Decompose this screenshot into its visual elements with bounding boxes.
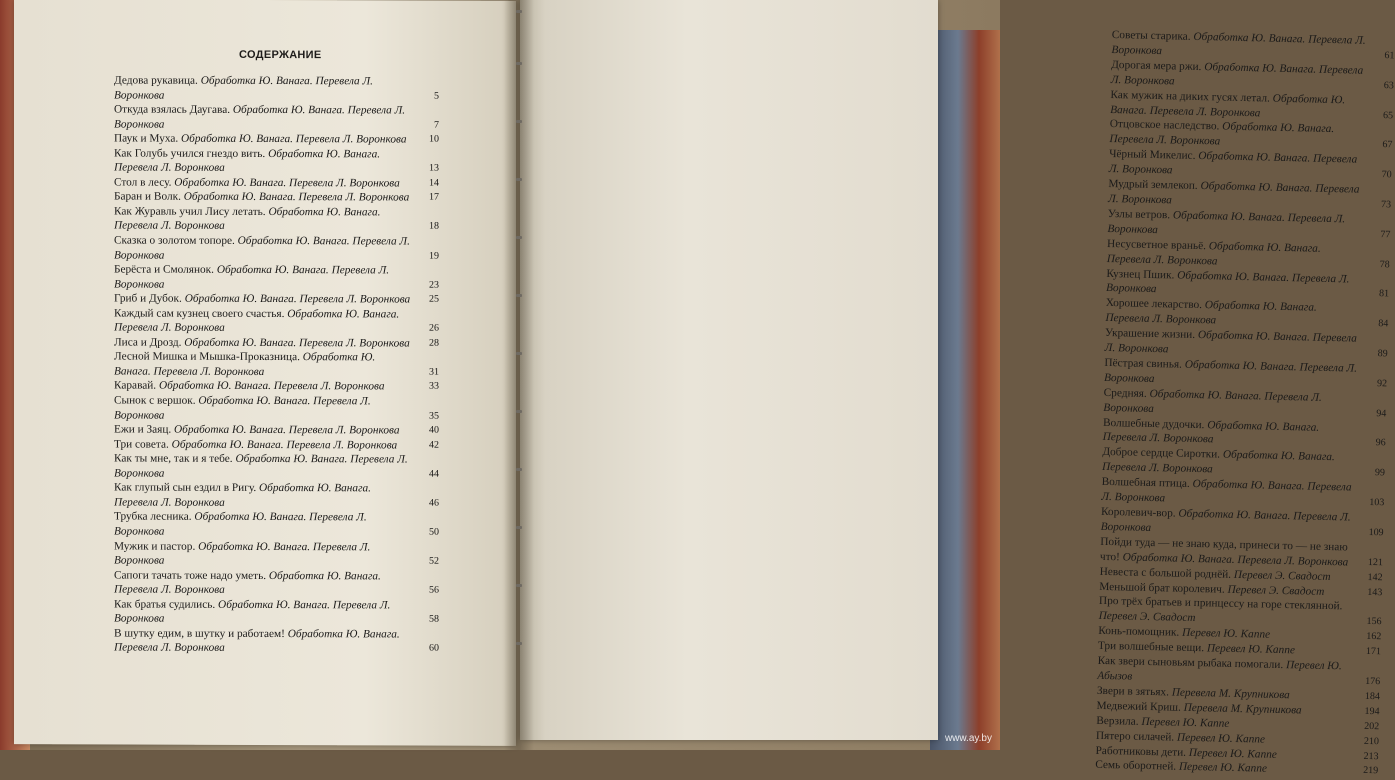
toc-entry-title: Хорошее лекарство. xyxy=(1105,297,1205,312)
book-gutter xyxy=(504,0,534,750)
toc-entry-title: Работниковы дети. xyxy=(1095,744,1190,759)
toc-entry xyxy=(114,452,439,482)
toc-entry-credit: Обработка Ю. Ванага. Перевела Л. Воронкова xyxy=(114,147,381,175)
toc-entry-page-number: 78 xyxy=(1379,258,1390,270)
toc-entry-credit: Перевел Ю. Каппе xyxy=(1206,642,1296,657)
toc-entry-title: Чёрный Микелис. xyxy=(1108,148,1199,163)
toc-entry-page-number: 81 xyxy=(1378,288,1390,300)
toc-entry-page-number: 10 xyxy=(429,133,439,145)
toc-entry xyxy=(114,481,439,511)
toc-entry-title: В шутку едим, в шутку и работаем! xyxy=(114,627,288,640)
toc-entry-title: Украшение жизни. xyxy=(1104,327,1199,342)
toc-entry-page-number: 176 xyxy=(1365,675,1381,688)
toc-entry-title: Сынок с вершок. xyxy=(114,394,199,407)
toc-entry-title: Дорогая мера ржи. xyxy=(1111,58,1205,73)
toc-entry-credit: Перевел Э. Свадост xyxy=(1233,568,1331,583)
toc-entry-page-number: 67 xyxy=(1382,139,1393,151)
binding-stitch xyxy=(516,410,522,413)
toc-entry-page-number: 194 xyxy=(1364,705,1380,718)
toc-entry-page-number: 143 xyxy=(1367,586,1383,598)
toc-list-left xyxy=(114,73,439,656)
toc-entry-title: Волшебная птица. xyxy=(1101,476,1193,491)
left-page xyxy=(14,0,516,746)
toc-entry-credit: Обработка Ю. Ванага. Перевела Л. Воронкова xyxy=(114,453,408,480)
toc-entry-page-number: 213 xyxy=(1363,750,1379,762)
toc-entry-credit: Перевел Ю. Каппе xyxy=(1178,761,1268,776)
toc-entry-credit: Перевела М. Крупникова xyxy=(1183,701,1302,717)
toc-entry-page-number: 84 xyxy=(1378,318,1389,330)
toc-entry-title: Баран и Волк. xyxy=(114,190,184,204)
toc-entry-title: Отцовское наследство. xyxy=(1109,118,1223,133)
watermark: www.ay.by xyxy=(944,733,992,744)
toc-entry-page-number: 28 xyxy=(429,337,439,349)
toc-entry xyxy=(114,306,439,336)
toc-entry-credit: Обработка Ю. Ванага. Перевела Л. Воронкова xyxy=(1105,299,1317,327)
toc-entry-title: Семь оборотней. xyxy=(1095,759,1180,774)
toc-entry xyxy=(114,423,439,439)
toc-entry-credit: Перевела М. Крупникова xyxy=(1171,686,1290,702)
toc-entry-title: Средняя. xyxy=(1103,386,1150,400)
toc-entry-credit: Обработка Ю. Ванага. Перевела Л. Воронкова xyxy=(174,423,400,437)
toc-entry-credit: Обработка Ю. Ванага. Перевела Л. Воронкова xyxy=(1109,120,1335,148)
toc-entry-credit: Перевел Ю. Каппе xyxy=(1176,731,1266,746)
toc-entry-title: Советы старика. xyxy=(1111,28,1194,43)
toc-entry-credit: Обработка Ю. Ванага. Перевела Л. Воронкова xyxy=(1105,269,1350,296)
binding-stitch xyxy=(516,352,522,355)
toc-entry-credit: Перевел Ю. Абызов xyxy=(1097,659,1342,683)
toc-entry-credit: Обработка Ю. Ванага. Перевела Л. Воронкова xyxy=(114,205,381,233)
toc-entry-page-number: 202 xyxy=(1364,720,1380,732)
toc-entry-credit: Перевел Ю. Каппе xyxy=(1181,626,1271,641)
toc-entry-credit: Обработка Ю. Ванага. Перевела Л. Воронкова xyxy=(174,176,400,190)
toc-entry-credit: Обработка Ю. Ванага. Перевела Л. Воронкова xyxy=(114,482,371,509)
toc-entry-page-number: 14 xyxy=(429,177,439,189)
toc-entry-credit: Обработка Ю. Ванага. Перевела Л. Воронкова xyxy=(1107,180,1360,207)
toc-entry-page-number: 7 xyxy=(434,119,439,131)
toc-entry-credit: Перевел Э. Свадост xyxy=(1227,583,1325,598)
toc-entry-credit: Обработка Ю. Ванага. Перевела Л. Воронкова xyxy=(158,380,385,393)
toc-entry-title: Дедова рукавица. xyxy=(114,74,201,87)
toc-entry-page-number: 17 xyxy=(429,191,439,203)
toc-entry xyxy=(114,394,439,424)
toc-entry-credit: Обработка Ю. Ванага. Перевела Л. Воронкова xyxy=(114,263,390,291)
toc-entry-title: Как братья судились. xyxy=(114,598,219,611)
toc-entry-title: Каравай. xyxy=(114,379,159,393)
toc-entry-title: Лиса и Дрозд. xyxy=(114,336,185,349)
toc-entry-title: Ежи и Заяц. xyxy=(114,423,175,436)
toc-entry-title: Как звери сыновьям рыбака помогали. xyxy=(1097,654,1287,672)
toc-entry-credit: Обработка Ю. Ванага. Перевела Л. Воронкова xyxy=(1108,150,1358,177)
toc-entry xyxy=(114,379,439,395)
toc-entry-credit: Обработка Ю. Ванага. Перевела Л. Воронкова xyxy=(114,234,410,262)
toc-entry-page-number: 60 xyxy=(429,642,439,654)
toc-entry-title: Как мужик на диких гусях летал. xyxy=(1110,88,1273,105)
toc-entry-title: Звери в зятьях. xyxy=(1096,684,1172,699)
toc-entry-page-number: 184 xyxy=(1364,690,1381,703)
binding-stitch xyxy=(516,584,522,587)
toc-entry-page-number: 94 xyxy=(1376,407,1387,419)
toc-entry-page-number: 58 xyxy=(429,613,439,625)
toc-entry-page-number: 142 xyxy=(1367,571,1383,583)
toc-entry-page-number: 42 xyxy=(429,439,439,451)
toc-entry-credit: Обработка Ю. Ванага. Перевела Л. Воронкова xyxy=(1102,418,1320,446)
toc-entry-page-number: 33 xyxy=(429,381,439,393)
toc-entry-page-number: 65 xyxy=(1382,109,1394,121)
toc-entry-title: Три совета. xyxy=(114,438,172,451)
toc-entry-title: Конь-помощник. xyxy=(1098,625,1183,639)
toc-entry-credit: Обработка Ю. Ванага. Перевела Л. Воронкова xyxy=(114,103,406,131)
toc-entry xyxy=(114,626,439,656)
toc-entry-credit: Обработка Ю. Ванага. Перевела Л. Воронкова xyxy=(1110,92,1346,119)
toc-entry xyxy=(114,437,439,453)
toc-entry-credit: Обработка Ю. Ванага. Перевела Л. Воронкова xyxy=(184,336,410,350)
toc-entry-page-number: 13 xyxy=(429,162,439,174)
toc-entry-title: Откуда взялась Даугава. xyxy=(114,103,233,116)
toc-entry-page-number: 219 xyxy=(1363,765,1379,777)
binding-stitch xyxy=(516,468,522,471)
toc-entry-title: Волшебные дудочки. xyxy=(1102,416,1208,431)
toc-entry-credit: Обработка Ю. Ванага. Перевела Л. Воронкова xyxy=(114,74,373,102)
toc-entry-title: Сказка о золотом топоре. xyxy=(114,234,238,247)
toc-entry-credit: Перевел Ю. Каппе xyxy=(1188,746,1277,761)
binding-stitch xyxy=(516,62,522,65)
toc-entry xyxy=(114,146,439,176)
toc-entry-page-number: 52 xyxy=(429,555,439,567)
toc-entry-title: Как глупый сын ездил в Ригу. xyxy=(114,481,259,495)
toc-entry-credit: Обработка Ю. Ванага. Перевела Л. Воронкова xyxy=(1103,387,1322,415)
toc-entry-title: Пойди туда — не знаю куда, принеси то — не знаю что! xyxy=(1099,535,1348,564)
toc-entry xyxy=(114,568,439,598)
toc-entry-page-number: 96 xyxy=(1375,437,1386,449)
toc-entry-title: Королевич-вор. xyxy=(1100,505,1179,520)
toc-entry-page-number: 44 xyxy=(429,468,439,480)
toc-entry-page-number: 19 xyxy=(429,250,439,262)
toc-entry-page-number: 61 xyxy=(1384,50,1395,62)
toc-entry xyxy=(114,204,439,234)
toc-entry-page-number: 73 xyxy=(1380,199,1392,211)
toc-entry xyxy=(114,73,439,103)
toc-entry-title: Каждый сам кузнец своего счастья. xyxy=(114,307,288,320)
toc-entry-title: Сапоги тачать тоже надо уметь. xyxy=(114,569,269,582)
toc-entry-page-number: 5 xyxy=(434,90,439,102)
toc-entry xyxy=(114,263,439,293)
toc-entry-credit: Обработка Ю. Ванага. Перевела Л. Воронкова xyxy=(1110,60,1364,88)
binding-stitch xyxy=(516,294,522,297)
toc-entry-credit: Обработка Ю. Ванага. Перевела Л. Воронкова xyxy=(114,394,371,422)
toc-entry-page-number: 18 xyxy=(429,221,439,233)
toc-entry-page-number: 210 xyxy=(1363,735,1380,747)
toc-entry-title: Несусветное враньё. xyxy=(1106,237,1209,252)
toc-entry-page-number: 63 xyxy=(1383,79,1394,92)
toc-entry-title: Пятеро силачей. xyxy=(1095,729,1178,744)
toc-entry-page-number: 35 xyxy=(429,410,439,422)
toc-entry xyxy=(114,350,439,380)
toc-entry-title: Узлы ветров. xyxy=(1107,207,1174,222)
toc-entry-title: Мужик и пастор. xyxy=(114,539,199,553)
toc-entry-page-number: 40 xyxy=(429,424,439,436)
toc-entry-page-number: 156 xyxy=(1366,616,1382,628)
binding-stitch xyxy=(516,236,522,239)
toc-entry-title: Доброе сердце Сиротки. xyxy=(1102,446,1224,461)
toc-entry-title: Гриб и Дубок. xyxy=(114,292,185,305)
toc-entry-credit: Обработка Ю. Ванага. Перевела Л. Воронкова xyxy=(1101,449,1335,476)
toc-entry xyxy=(114,597,439,627)
toc-entry-title: Мудрый землекоп. xyxy=(1108,178,1201,193)
toc-entry-credit: Обработка Ю. Ванага. Перевела Л. Воронкова xyxy=(1111,30,1366,58)
toc-entry-credit: Обработка Ю. Ванага. Перевела Л. Воронкова xyxy=(183,191,410,204)
toc-entry-title: Медвежий Криш. xyxy=(1096,699,1184,714)
toc-entry-page-number: 103 xyxy=(1369,497,1385,509)
toc-entry-page-number: 89 xyxy=(1377,348,1388,360)
toc-entry-title: Верзила. xyxy=(1096,714,1142,728)
toc-entry-page-number: 77 xyxy=(1380,228,1391,241)
toc-entry-page-number: 92 xyxy=(1376,377,1388,390)
binding-stitch xyxy=(516,178,522,181)
binding-stitch xyxy=(516,526,522,529)
toc-entry-credit: Обработка Ю. Ванага. Перевела Л. Воронкова xyxy=(184,292,411,306)
toc-entry-credit: Обработка Ю. Ванага. Перевела Л. Воронкова xyxy=(1103,358,1358,385)
toc-entry-credit: Обработка Ю. Ванага. Перевела Л. Воронкова xyxy=(114,569,381,597)
toc-entry-page-number: 23 xyxy=(429,279,439,291)
toc-entry-title: Лесной Мишка и Мышка-Проказница. xyxy=(114,350,303,364)
binding-stitch xyxy=(516,10,522,13)
toc-entry-title: Как ты мне, так и я тебе. xyxy=(114,452,236,466)
toc-entry-page-number: 121 xyxy=(1367,556,1384,569)
toc-entry-page-number: 70 xyxy=(1381,169,1392,181)
toc-entry-page-number: 25 xyxy=(429,293,439,305)
toc-entry-credit: Обработка Ю. Ванага. Перевела Л. Воронкова xyxy=(1100,507,1351,534)
toc-entry xyxy=(114,539,439,569)
toc-entry xyxy=(114,335,439,351)
toc-entry-page-number: 26 xyxy=(429,322,439,334)
toc-entry-page-number: 31 xyxy=(429,366,439,378)
toc-entry-title: Про трёх братьев и принцессу на горе стеклянной. xyxy=(1098,595,1343,613)
toc-entry-credit: Обработка Ю. Ванага. Перевела Л. Воронкова xyxy=(114,351,376,378)
toc-entry-credit: Обработка Ю. Ванага. Перевела Л. Воронкова xyxy=(1122,551,1349,569)
toc-entry-credit: Обработка Ю. Ванага. Перевела Л. Воронкова xyxy=(181,132,407,146)
book-cover-back xyxy=(930,30,1000,750)
toc-entry xyxy=(114,132,439,148)
toc-entry-credit: Обработка Ю. Ванага. Перевела Л. Воронкова xyxy=(1107,209,1346,236)
toc-entry-title: Как Голубь учился гнездо вить. xyxy=(114,147,269,160)
toc-list-right xyxy=(1095,28,1395,780)
toc-entry-credit: Обработка Ю. Ванага. Перевела Л. Воронкова xyxy=(114,598,391,625)
binding-stitch xyxy=(516,120,522,123)
toc-entry xyxy=(114,292,439,308)
toc-entry-credit: Обработка Ю. Ванага. Перевела Л. Воронкова xyxy=(114,627,400,655)
toc-entry-title: Невеста с большой роднёй. xyxy=(1099,565,1235,581)
toc-entry-title: Как Журавль учил Лису летать. xyxy=(114,205,269,218)
toc-entry-title: Стол в лесу. xyxy=(114,176,175,189)
toc-entry xyxy=(114,233,439,263)
toc-entry-title: Берёста и Смолянок. xyxy=(114,263,217,276)
toc-entry-page-number: 56 xyxy=(429,584,439,596)
toc-entry-page-number: 50 xyxy=(429,526,439,538)
toc-entry-title: Три волшебные вещи. xyxy=(1097,639,1208,655)
toc-entry-title: Паук и Муха. xyxy=(114,132,182,145)
toc-entry-credit: Обработка Ю. Ванага. Перевела Л. Воронкова xyxy=(1106,239,1321,268)
toc-entry-credit: Обработка Ю. Ванага. Перевела Л. Воронкова xyxy=(114,307,400,335)
toc-heading: СОДЕРЖАНИЕ xyxy=(239,48,322,62)
toc-entry-title: Пёстрая свинья. xyxy=(1104,356,1185,371)
toc-entry-credit: Перевел Э. Свадост xyxy=(1098,610,1196,625)
toc-entry-title: Кузнец Пшик. xyxy=(1106,267,1178,282)
toc-entry-page-number: 46 xyxy=(429,497,439,509)
toc-entry-page-number: 109 xyxy=(1368,526,1384,539)
toc-entry xyxy=(114,175,439,191)
toc-entry-credit: Обработка Ю. Ванага. Перевела Л. Воронкова xyxy=(114,540,371,567)
binding-stitch xyxy=(516,642,522,645)
toc-entry-title: Меньшой брат королевич. xyxy=(1099,580,1228,596)
toc-entry-credit: Обработка Ю. Ванага. Перевела Л. Воронкова xyxy=(1101,478,1352,505)
toc-entry xyxy=(114,510,439,540)
toc-entry-page-number: 99 xyxy=(1374,467,1386,479)
toc-entry xyxy=(114,103,439,133)
toc-entry xyxy=(114,190,439,206)
toc-entry-credit: Обработка Ю. Ванага. Перевела Л. Воронкова xyxy=(114,511,367,538)
toc-entry-credit: Перевел Ю. Каппе xyxy=(1141,715,1230,730)
toc-entry-page-number: 171 xyxy=(1365,646,1382,658)
toc-entry-credit: Обработка Ю. Ванага. Перевела Л. Воронкова xyxy=(171,438,398,452)
toc-entry-page-number: 162 xyxy=(1366,631,1382,643)
toc-entry-title: Трубка лесника. xyxy=(114,510,195,524)
toc-entry-credit: Обработка Ю. Ванага. Перевела Л. Воронкова xyxy=(1104,329,1357,356)
